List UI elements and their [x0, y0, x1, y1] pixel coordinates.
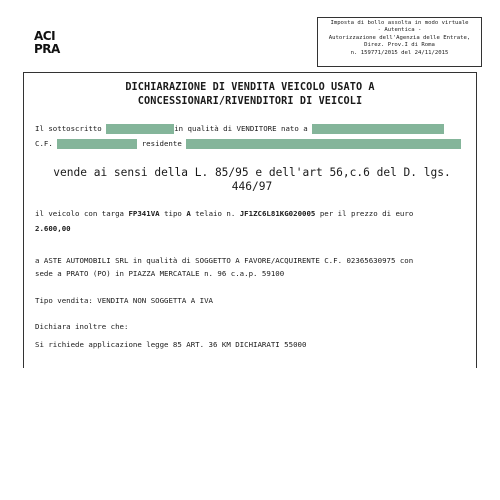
seller-line — [35, 124, 444, 134]
price-line — [35, 224, 71, 233]
document-title-line-1: DICHIARAZIONE DI VENDITA VEICOLO USATO A — [125, 82, 375, 93]
sale-statement — [30, 166, 474, 194]
residence-label: residente — [141, 139, 182, 148]
buyer-line-1: a ASTE AUTOMOBILI SRL in qualità di SOGGETTO A FAVORE/ACQUIRENTE C.F. 02365630975 con — [35, 256, 414, 265]
sale-type: Tipo vendita: VENDITA NON SOGGETTA A IVA — [35, 296, 213, 305]
sale-statement-line-1: vende ai sensi della L. 85/95 e dell'art 56,c.6 del D. lgs. — [53, 166, 451, 179]
logo-line-pra: PRA — [34, 42, 60, 56]
buyer-line-2: sede a PRATO (PO) in PIAZZA MERCATALE n. 96 c.a.p. 59100 — [35, 269, 285, 278]
stamp-line-3: Autorizzazione dell'Agenzia delle Entrate, — [328, 34, 471, 41]
stamp-line-5: n. 159771/2015 del 24/11/2015 — [350, 49, 449, 56]
stamp-line-2: - Autentica - — [377, 27, 422, 34]
declaration-header: Dichiara inoltre che: — [35, 322, 129, 331]
price-label: per il prezzo di euro — [319, 209, 414, 218]
plate-label: il veicolo con targa — [35, 209, 124, 218]
seller-cf-line — [35, 139, 461, 149]
stamp-line-1: Imposta di bollo assolta in modo virtuale — [330, 20, 469, 26]
vehicle-line — [35, 209, 413, 218]
frame-label: telaio n. — [195, 209, 236, 218]
vehicle-type: A — [186, 209, 191, 218]
declaration-text: Si richiede applicazione legge 85 ART. 36 KM DICHIARATI 55000 — [35, 340, 307, 349]
document-title-line-2: CONCESSIONARI/RIVENDITORI DI VEICOLI — [137, 96, 363, 107]
cf-label: C.F. — [35, 139, 53, 148]
redacted-seller-name — [106, 124, 174, 134]
type-label: tipo — [164, 209, 182, 218]
tax-stamp-box — [317, 17, 482, 67]
seller-role-text: in qualità di VENDITORE nato a — [174, 124, 308, 133]
redacted-birthplace — [312, 124, 444, 134]
seller-prefix: Il sottoscritto — [35, 124, 102, 133]
redacted-tax-code — [57, 139, 137, 149]
redacted-address — [186, 139, 461, 149]
sale-statement-line-2: 446/97 — [231, 180, 273, 193]
frame-number: JF1ZC6L81KG020005 — [239, 209, 316, 218]
aci-pra-logo — [34, 30, 60, 55]
price-value: 2.600,00 — [35, 224, 71, 233]
logo-line-aci: ACI — [34, 29, 56, 43]
stamp-line-4: Direz. Prov.I di Roma — [364, 42, 435, 49]
plate-number: FP341VA — [128, 209, 160, 218]
